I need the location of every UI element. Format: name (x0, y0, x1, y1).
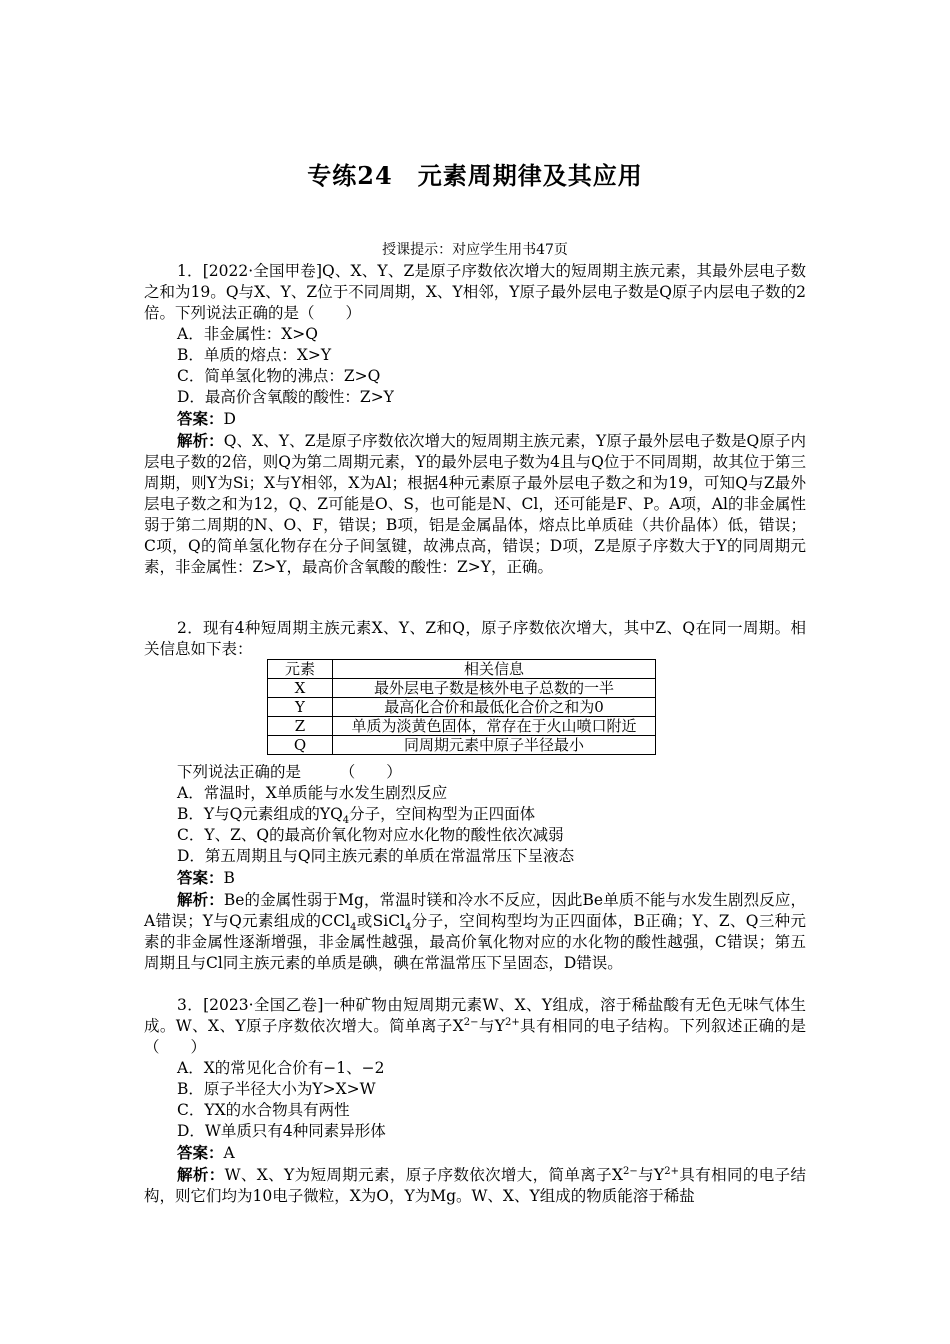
answer-label: 答案： (177, 409, 224, 428)
option-c: C．简单氢化物的沸点：Z>Q (177, 367, 381, 385)
table-row (268, 736, 656, 755)
table-cell: Y (268, 698, 333, 717)
question-3 (144, 995, 806, 1207)
option-a: A．X的常见化合价有−1、−2 (177, 1059, 385, 1077)
stem-text: 与Y (478, 1017, 506, 1035)
textbook-hint: 授课提示：对应学生用书47页 (382, 242, 568, 258)
analysis-text: 与Y (637, 1166, 665, 1184)
table-cell: 同周期元素中原子半径最小 (333, 736, 656, 755)
question-prompt: 下列说法正确的是 （ ） (177, 763, 402, 781)
question-2 (144, 618, 806, 660)
table-header-row (268, 660, 656, 679)
option-d: D．W单质只有4种同素异形体 (177, 1122, 386, 1140)
option-b (144, 804, 806, 825)
table-cell: 最高化合价和最低化合价之和为0 (333, 698, 656, 717)
table-row (268, 679, 656, 698)
subscript: 4 (405, 922, 412, 934)
answer-line (144, 867, 806, 889)
option-b: B．原子半径大小为Y>X>W (177, 1080, 376, 1098)
option-a: A．非金属性：X>Q (177, 325, 318, 343)
question-stem (144, 995, 806, 1058)
superscript: 2+ (664, 1165, 680, 1177)
option-b: B．单质的熔点：X>Y (177, 346, 332, 364)
question-1 (144, 261, 806, 578)
stem-text: 具有相同的电子结构。下列叙述正确的是（ ） (144, 1017, 806, 1056)
table-cell: Z (268, 717, 333, 736)
answer-label: 答案： (177, 1143, 224, 1162)
option-c: C．Y、Z、Q的最高价氧化物对应水化物的酸性依次减弱 (177, 826, 564, 844)
superscript: 2+ (505, 1016, 520, 1028)
question-stem: 1．[2022·全国甲卷]Q、X、Y、Z是原子序数依次增大的短周期主族元素，其最外层电子数之和为19。Q与X、Y、Z位于不同周期，X、Y相邻，Y原子最外层电子数是Q原子内层电子数的2倍。下列说法正确的是（ ） (144, 262, 806, 322)
option-b-text: B．Y与Q元素组成的YQ (177, 805, 343, 823)
element-info-table (267, 659, 656, 755)
analysis-text: 具有相同的电子结构，则它们均为10电子微粒，X为O，Y为Mg。W、X、Y组成的物质能溶于稀盐 (144, 1166, 806, 1205)
option-d: D．第五周期且与Q同主族元素的单质在常温常压下呈液态 (177, 847, 575, 865)
analysis (144, 430, 806, 578)
answer-value: D (223, 410, 236, 428)
analysis-label: 解析： (177, 1165, 225, 1184)
answer-value: B (223, 869, 235, 887)
analysis-text: 分子，空间构型均为正四面体，B正确；Y、Z、Q三种元素的非金属性逐渐增强，非金属性越强，最高价氧化物对应的水化物的酸性越强，C错误；第五周期且与Cl同主族元素的单质是碘，碘在常温常压下呈固态，D错误。 (144, 912, 806, 972)
table-cell: 单质为淡黄色固体，常存在于火山喷口附近 (333, 717, 656, 736)
superscript: 2− (623, 1165, 638, 1177)
analysis-text: Q、X、Y、Z是原子序数依次增大的短周期主族元素，Y原子最外层电子数是Q原子内层电子数的2倍，则Q为第二周期元素，Y的最外层电子数为4且与Q位于不同周期，故其位于第三周期，则Y为Si；X与Y相邻，X为Al；根据4种元素原子最外层电子数之和为19，可知Q与Z最外层电子数之和为12，Q、Z可能是O、S，也可能是N、Cl，还可能是F、P。A项，Al的非金属性弱于第二周期的N、O、F，错误；B项，铝是金属晶体，熔点比单质硅（共价晶体）低，错误；C项，Q的简单氢化物存在分子间氢键，故沸点高，错误；D项，Z是原子序数大于Y的同周期元素，非金属性：Z>Y，最高价含氧酸的酸性：Z>Y，正确。 (144, 432, 806, 576)
subscript: 4 (350, 922, 357, 934)
analysis-label: 解析： (177, 431, 224, 450)
analysis-text: W、X、Y为短周期元素，原子序数依次增大，简单离子X (224, 1166, 624, 1184)
answer-label: 答案： (177, 868, 224, 887)
superscript: 2− (463, 1016, 479, 1028)
subscript: 4 (342, 815, 350, 827)
question-stem: 2．现有4种短周期主族元素X、Y、Z和Q，原子序数依次增大，其中Z、Q在同一周期。相关信息如下表： (144, 619, 806, 658)
table-cell: Q (268, 736, 333, 755)
table-cell: X (268, 679, 333, 698)
option-b-text: 分子，空间构型为正四面体 (349, 805, 536, 823)
table-row (268, 717, 656, 736)
answer-line (144, 1142, 806, 1164)
analysis-label: 解析： (177, 890, 224, 909)
option-d: D．最高价含氧酸的酸性：Z>Y (177, 388, 394, 406)
table-row (268, 698, 656, 717)
page-title: 专练24 元素周期律及其应用 (307, 161, 643, 190)
table-cell: 最外层电子数是核外电子总数的一半 (333, 679, 656, 698)
table-header: 元素 (268, 660, 333, 679)
analysis-text: Be的金属性弱于Mg，常温时镁和冷水不反应，因此Be单质不能与水发生剧烈反应，A错误；Y与Q元素组成的CCl (144, 891, 806, 930)
question-2-options (144, 762, 806, 974)
option-a: A．常温时，X单质能与水发生剧烈反应 (177, 784, 448, 802)
answer-value: A (223, 1144, 235, 1162)
analysis (144, 889, 806, 974)
analysis-text: 或SiCl (356, 912, 406, 930)
table-header: 相关信息 (333, 660, 656, 679)
analysis (144, 1164, 806, 1207)
answer-line (144, 408, 806, 430)
option-c: C．YX的水合物具有两性 (177, 1101, 350, 1119)
stem-text: 3．[2023·全国乙卷]一种矿物由短周期元素W、X、Y组成，溶于稀盐酸有无色无味气体生成。W、X、Y原子序数依次增大。简单离子X (144, 996, 806, 1035)
